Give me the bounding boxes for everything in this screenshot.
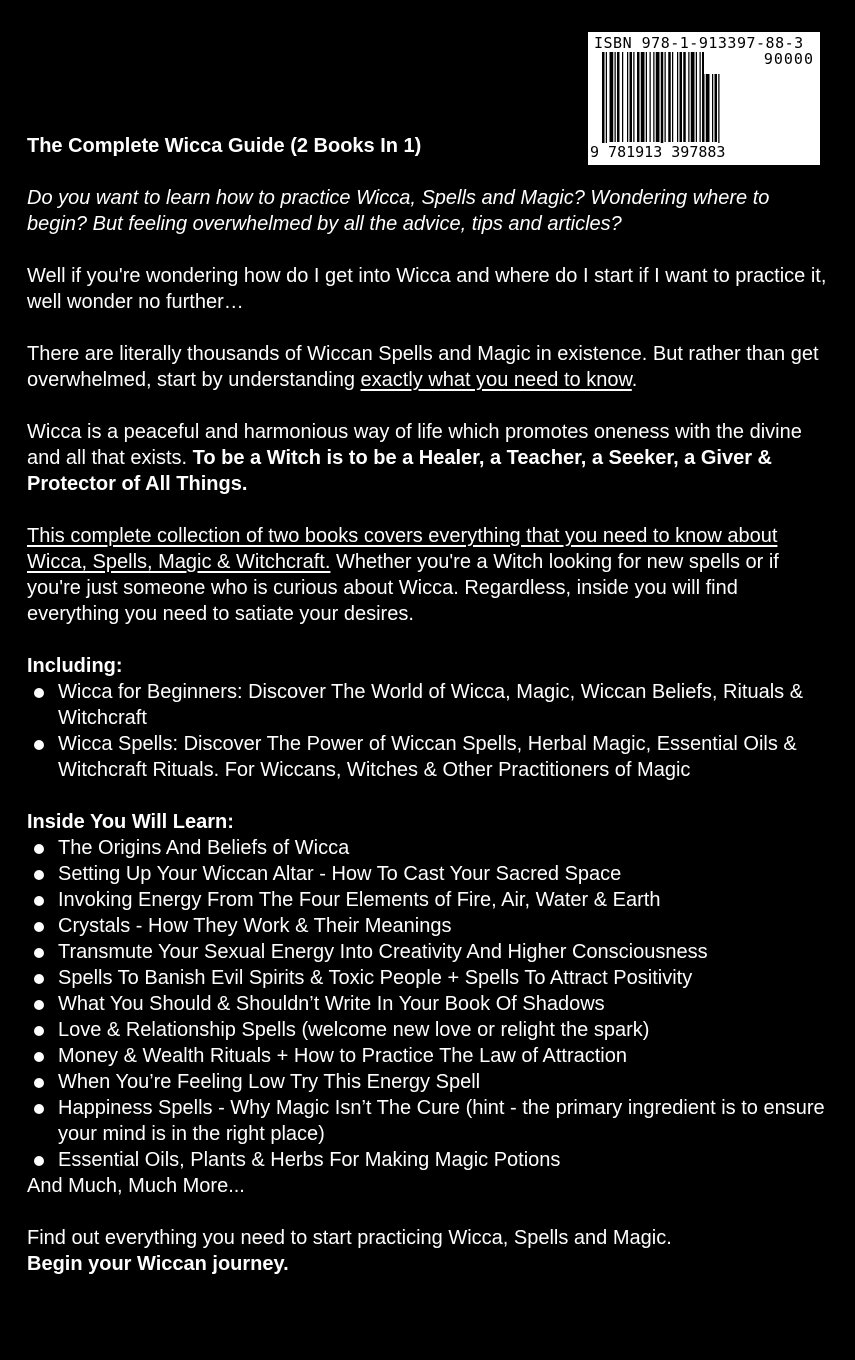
bullet-icon — [34, 688, 44, 698]
book-title: The Complete Wicca Guide (2 Books In 1) — [27, 135, 422, 157]
bullet-icon — [34, 922, 44, 932]
list-item: Essential Oils, Plants & Herbs For Making Magic Potions — [27, 1147, 829, 1173]
list-item: Happiness Spells - Why Magic Isn’t The Cure (hint - the primary ingredient is to ensure your mind is in the right place) — [27, 1095, 829, 1147]
list-item: The Origins And Beliefs of Wicca — [27, 835, 829, 861]
description — [27, 133, 829, 1277]
bullet-icon — [34, 740, 44, 750]
list-item: Wicca Spells: Discover The Power of Wiccan Spells, Herbal Magic, Essential Oils & Witchcraft Rituals. For Wiccans, Witches & Other Practitioners of Magic — [27, 731, 829, 783]
underlined-collection: This complete collection of two books covers everything that you need to know about Wicca, Spells, Magic & Witchcraft. — [27, 525, 778, 573]
paragraph-spells: There are literally thousands of Wiccan Spells and Magic in existence. But rather than get overwhelmed, start by understanding exactly what you need to know. — [27, 343, 819, 391]
intro-question: Do you want to learn how to practice Wicca, Spells and Magic? Wondering where to begin? But feeling overwhelmed by all the advice, tips and articles? — [27, 187, 770, 235]
list-item: Love & Relationship Spells (welcome new love or relight the spark) — [27, 1017, 829, 1043]
paragraph-wicca: Wicca is a peaceful and harmonious way of life which promotes oneness with the divine and all that exists. To be a Witch is to be a Healer, a Teacher, a Seeker, a Giver & Protector of All Things. — [27, 421, 802, 495]
list-item: Crystals - How They Work & Their Meanings — [27, 913, 829, 939]
paragraph-collection: This complete collection of two books covers everything that you need to know about Wicca, Spells, Magic & Witchcraft. Whether you're a Witch looking for new spells or if you're just someone who is curious about Wicca. Regardless, inside you will find everything you need to satiate your desires. — [27, 525, 779, 625]
bullet-icon — [34, 896, 44, 906]
bullet-icon — [34, 1052, 44, 1062]
bullet-icon — [34, 870, 44, 880]
list-item: Invoking Energy From The Four Elements of Fire, Air, Water & Earth — [27, 887, 829, 913]
bold-statement: To be a Witch is to be a Healer, a Teacher, a Seeker, a Giver & Protector of All Things. — [27, 447, 773, 495]
and-more: And Much, Much More... — [27, 1175, 245, 1197]
bullet-icon — [34, 974, 44, 984]
underlined-phrase: exactly what you need to know — [360, 369, 632, 391]
learn-list — [27, 835, 829, 1173]
list-item: Transmute Your Sexual Energy Into Creativity And Higher Consciousness — [27, 939, 829, 965]
bullet-icon — [34, 1078, 44, 1088]
price-code: 90000 — [763, 50, 814, 68]
bullet-icon — [34, 1000, 44, 1010]
closing-call: Begin your Wiccan journey. — [27, 1253, 289, 1275]
barcode-digits: 9 781913 397883 — [590, 143, 726, 161]
list-item: Money & Wealth Rituals + How to Practice The Law of Attraction — [27, 1043, 829, 1069]
learn-heading: Inside You Will Learn: — [27, 811, 234, 833]
bullet-icon — [34, 1156, 44, 1166]
bullet-icon — [34, 1026, 44, 1036]
list-item: When You’re Feeling Low Try This Energy Spell — [27, 1069, 829, 1095]
paragraph-wonder: Well if you're wondering how do I get into Wicca and where do I start if I want to practice it, well wonder no further… — [27, 265, 827, 313]
bullet-icon — [34, 844, 44, 854]
bullet-icon — [34, 1104, 44, 1114]
list-item: Spells To Banish Evil Spirits & Toxic People + Spells To Attract Positivity — [27, 965, 829, 991]
isbn-label: ISBN 978-1-913397-88-3 — [594, 34, 804, 52]
including-list — [27, 679, 829, 783]
closing-text: Find out everything you need to start practicing Wicca, Spells and Magic. — [27, 1227, 672, 1249]
list-item: Wicca for Beginners: Discover The World of Wicca, Magic, Wiccan Beliefs, Rituals & Witchcraft — [27, 679, 829, 731]
including-heading: Including: — [27, 655, 123, 677]
list-item: Setting Up Your Wiccan Altar - How To Cast Your Sacred Space — [27, 861, 829, 887]
list-item: What You Should & Shouldn’t Write In Your Book Of Shadows — [27, 991, 829, 1017]
bullet-icon — [34, 948, 44, 958]
